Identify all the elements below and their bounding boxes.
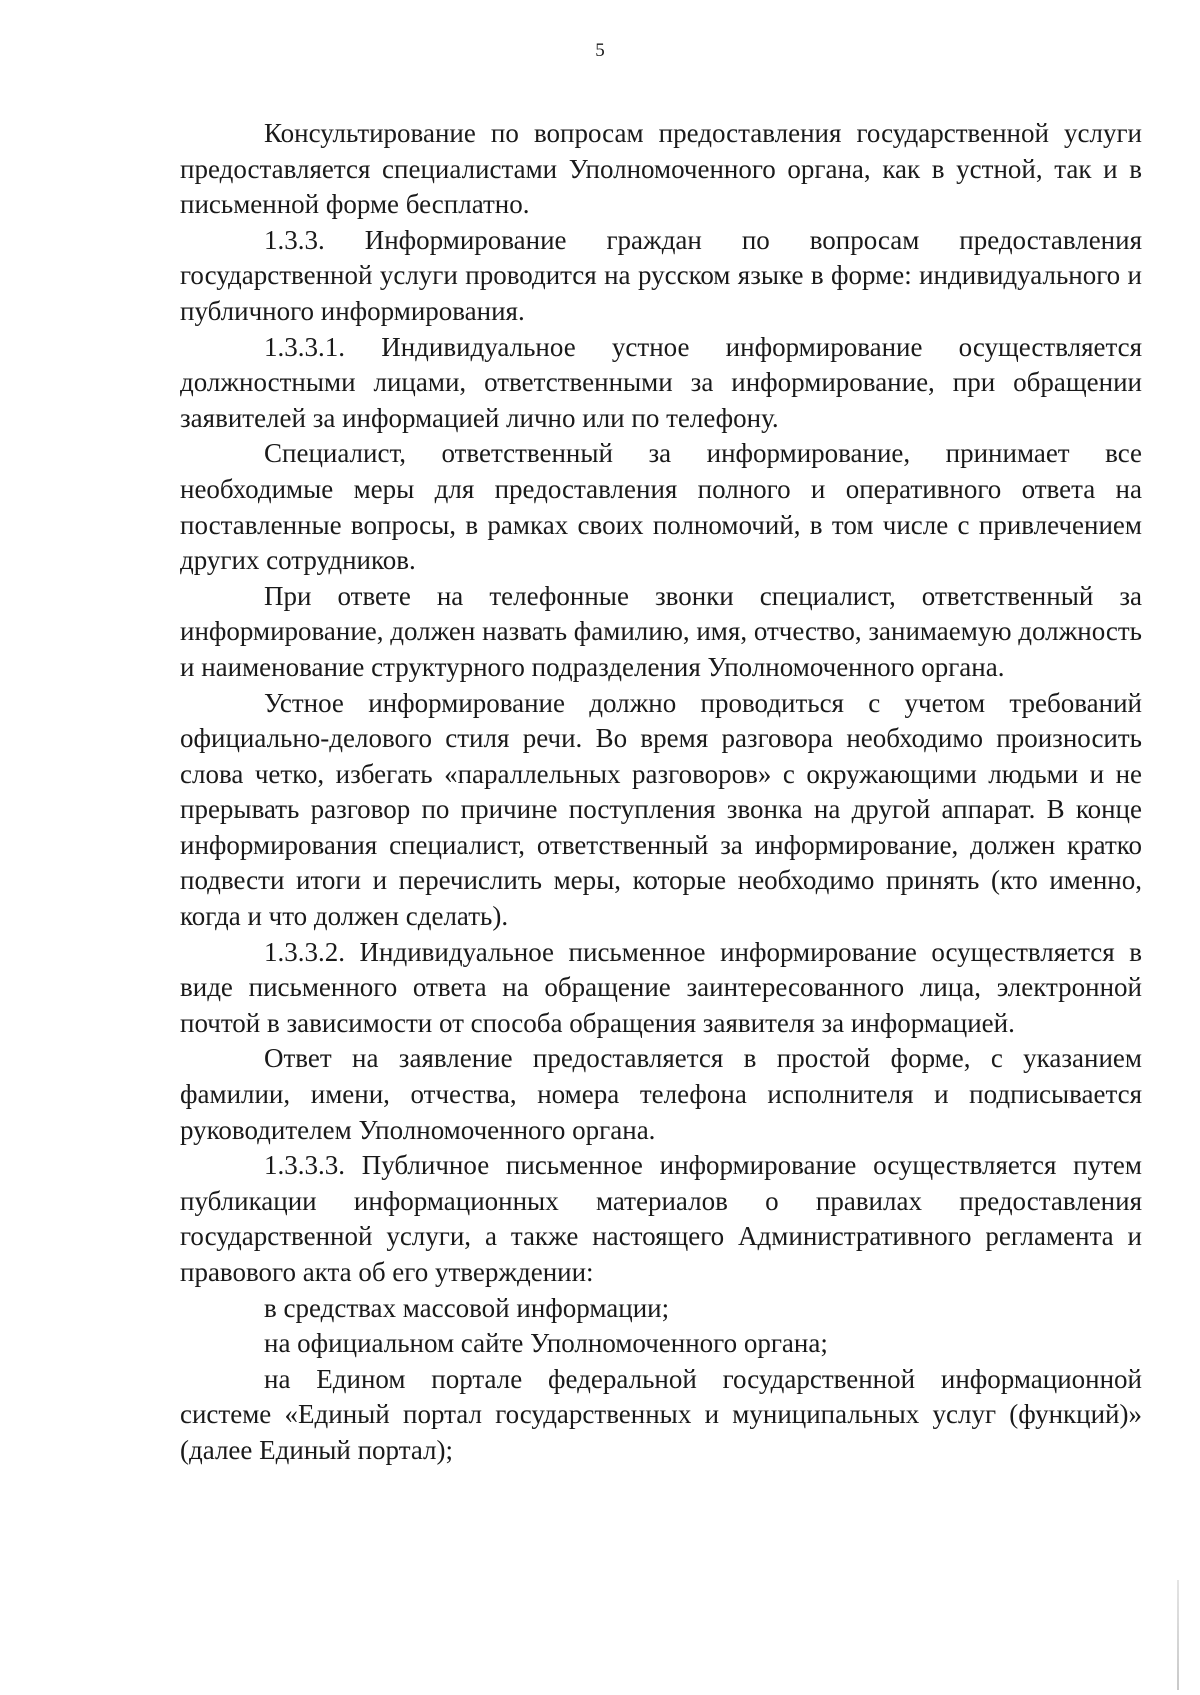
paragraph-specialist-measures: Специалист, ответственный за информирование, принимает все необходимые меры для предоставления полного и оперативного ответа на поставленные вопросы, в рамках своих полномочий, в том числе с привлечением других сотрудников. xyxy=(180,438,1142,576)
paragraph-1-3-3-2: 1.3.3.2. Индивидуальное письменное информирование осуществляется в виде письменного ответа на обращение заинтересованного лица, электронной почтой в зависимости от способа обращения заявителя за информацией. xyxy=(180,936,1142,1038)
list-item-mass-media: в средствах массовой информации; xyxy=(264,1292,670,1323)
scan-edge-mark xyxy=(1177,1580,1179,1690)
paragraph-oral-informing: Устное информирование должно проводиться с учетом требований официально-делового стиля речи. Во время разговора необходимо произносить слова четко, избегать «параллельных разговоров» с окружающими людьми и не прерывать разговор по причине поступления звонка на другой аппарат. В конце информирования специалист, ответственный за информирование, должен кратко подвести итоги и перечислить меры, которые необходимо принять (кто именно, когда и что должен сделать). xyxy=(180,687,1142,932)
list-item-official-site: на официальном сайте Уполномоченного органа; xyxy=(264,1328,828,1359)
paragraph-phone-calls: При ответе на телефонные звонки специалист, ответственный за информирование, должен назвать фамилию, имя, отчество, занимаемую должность и наименование структурного подразделения Уполномоченного органа. xyxy=(180,580,1142,682)
paragraph-response-form: Ответ на заявление предоставляется в простой форме, с указанием фамилии, имени, отчества, номера телефона исполнителя и подписывается руководителем Уполномоченного органа. xyxy=(180,1043,1142,1145)
paragraph-1-3-3-3: 1.3.3.3. Публичное письменное информирование осуществляется путем публикации информационных материалов о правилах предоставления государственной услуги, а также настоящего Административного регламента и правового акта об его утверждении: xyxy=(180,1150,1142,1287)
document-body xyxy=(180,116,1142,1469)
paragraph-consultation: Консультирование по вопросам предоставления государственной услуги предоставляется специалистами Уполномоченного органа, как в устной, так и в письменной форме бесплатно. xyxy=(180,118,1142,220)
paragraph-1-3-3: 1.3.3. Информирование граждан по вопросам предоставления государственной услуги проводится на русском языке в форме: индивидуального и публичного информирования. xyxy=(180,224,1142,326)
page-number: 5 xyxy=(595,40,605,61)
paragraph-1-3-3-1: 1.3.3.1. Индивидуальное устное информирование осуществляется должностными лицами, ответственными за информирование, при обращении заявителей за информацией лично или по телефону. xyxy=(180,331,1142,433)
list-item-unified-portal: на Едином портале федеральной государственной информационной системе «Единый портал государственных и муниципальных услуг (функций)» (далее Единый портал); xyxy=(180,1363,1142,1465)
